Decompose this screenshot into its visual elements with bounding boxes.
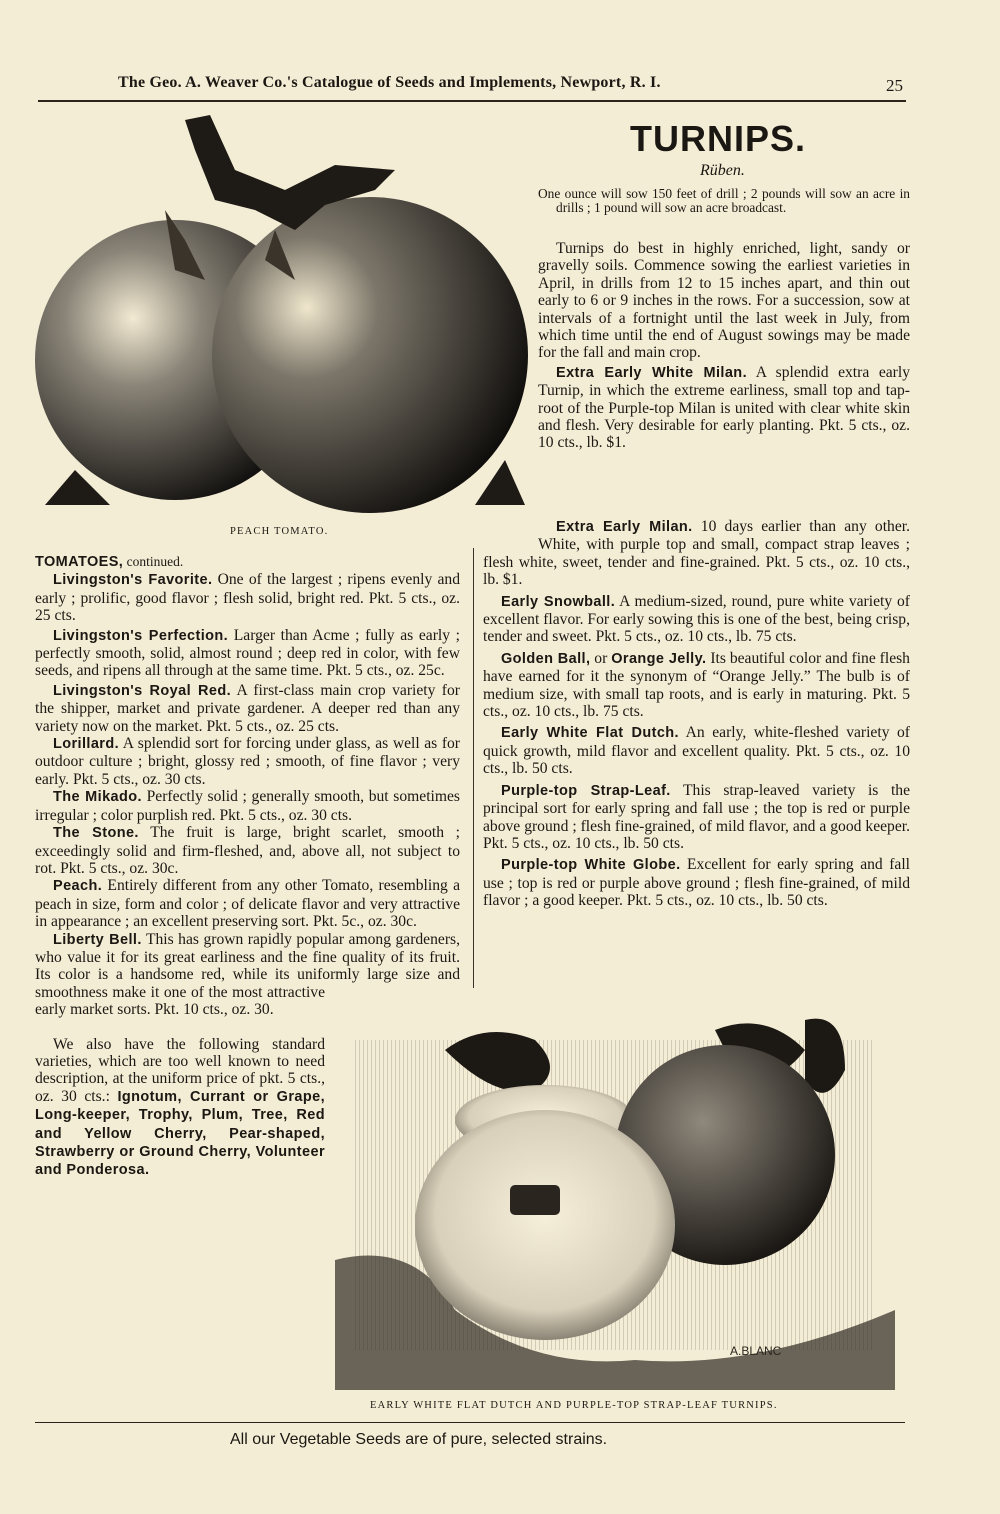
header-rule (38, 100, 906, 102)
standard-varieties: We also have the following standard varieties, which are too well known to need description, at the uniform price of pkt. 5 cts., oz. 30 cts.: Ignotum, Currant or Grape, Long-keeper, Trophy, Plum, Tree, Red and Yellow Cherry, Pear-shaped, Strawberry or Ground Cherry, Volunteer and Ponderosa. (35, 1035, 325, 1179)
variety-entry: The Mikado. Perfectly solid ; generally smooth, but sometimes irregular ; color purplish red. Pkt. 5 cts., oz. 30 cts. (35, 788, 460, 824)
variety-entry: Livingston's Royal Red. A first-class main crop variety for the shipper, market and private gardener. A deeper red than any variety now on the market. Pkt. 5 cts., oz. 25 cts. (35, 681, 460, 735)
variety-entry: Lorillard. A splendid sort for forcing under glass, as well as for outdoor culture ; bright, glossy red ; smooth, of fine flavor ; very early. Pkt. 5 cts., oz. 30 cts. (35, 735, 460, 788)
german-title: Rüben. (700, 162, 745, 179)
artist-signature: A.BLANC (730, 1344, 782, 1358)
tomato-right (212, 197, 528, 513)
section-title-turnips: TURNIPS. (630, 118, 807, 159)
tomato-caption: PEACH TOMATO. (230, 526, 329, 537)
peach-tomato-illustration (35, 110, 530, 520)
sowing-note: One ounce will sow 150 feet of drill ; 2 pounds will sow an acre in drills ; 1 pound will sow an acre broadcast. (538, 186, 910, 215)
page-number: 25 (886, 76, 903, 95)
variety-entry: Extra Early Milan. 10 days earlier than any other. White, with purple top and small, compact strap leaves ; flesh white, sweet, tender and fine-grained. Pkt. 5 cts., oz. 10 cts., lb. $1. (483, 518, 910, 589)
running-header: The Geo. A. Weaver Co.'s Catalogue of Seeds and Implements, Newport, R. I. (118, 74, 661, 91)
white-flat-dutch-turnip (415, 1110, 675, 1340)
section-heading-tomatoes: TOMATOES, (35, 554, 124, 570)
variety-entry: The Stone. The fruit is large, bright scarlet, smooth ; exceedingly solid and firm-fleshed, and, above all, not subject to rot. Pkt. 5 cts., oz. 30c. (35, 824, 460, 877)
turnips-intro-column (538, 240, 910, 452)
turnips-wide-column (483, 518, 910, 910)
variety-entry: Early Snowball. A medium-sized, round, pure white variety of excellent flavor. For early sowing this is one of the best, being crisp, tender and sweet. Pkt. 5 cts., oz. 10 cts., lb. 75 cts. (483, 592, 911, 646)
variety-entry: Extra Early White Milan. A splendid extra early Turnip, in which the extreme earliness, small top and tap-root of the Purple-top Milan is united with clear white skin and flesh. Very desirable for early planting. Pkt. 5 cts., oz. 10 cts., lb. $1. (538, 363, 910, 452)
variety-entry: Livingston's Perfection. Larger than Acme ; fully as early ; perfectly smooth, solid, almost round ; deep red in color, with few seeds, and ripens all through at the same time. Pkt. 5 cts., oz. 25c. (35, 626, 460, 680)
variety-entry: Liberty Bell. This has grown rapidly popular among gardeners, who value it for its great earliness and the fine quality of its fruit. Its color is a handsome red, while its uniformly large size and smoothness make it one of the most attractive early market sorts. Pkt. 10 cts., oz. 30. (35, 930, 460, 1019)
column-divider (473, 548, 474, 988)
variety-entry: Golden Ball, or Orange Jelly. Its beautiful color and fine flesh have earned for it the synonym of “Orange Jelly.” The bulb is of medium size, with small tap roots, and is early in maturing. Pkt. 5 cts., oz. 10 cts., lb. 75 cts. (483, 649, 910, 721)
turnips-illustration (335, 1010, 907, 1398)
variety-entry: Early White Flat Dutch. An early, white-fleshed variety of quick growth, mild flavor and excellent quality. Pkt. 5 cts., oz. 10 cts., lb. 50 cts. (483, 724, 910, 778)
variety-entry: Purple-top White Globe. Excellent for early spring and fall use ; top is red or purple above ground ; flesh fine-grained, of mild flavor ; a good keeper. Pkt. 5 cts., oz. 10 cts., lb. 50 cts. (483, 856, 910, 910)
turnips-intro: Turnips do best in highly enriched, light, sandy or gravelly soils. Commence sowing the earliest varieties in April, in drills from 12 to 15 inches apart, and thin out early to 6 or 9 inches in the rows. For a succession, sow at intervals of a fortnight until the last week in July, from which time until the end of August sowings may be made for the fall and main crop. (538, 240, 910, 362)
tomatoes-column: TOMATOES, continued. Livingston's Favorite. One of the largest ; ripens evenly and early ; prolific, good flavor ; flesh solid, bright red. Pkt. 5 cts., oz. 25 cts. Livingston's Perfection. Larger than Acme ; fully as early ; perfectly smooth, solid, almost round ; deep red in color, with few seeds, and ripens all through at the same time. Pkt. 5 cts., oz. 25c. Livingston's Royal Red. A first-class main crop variety for the shipper, market and private gardener. A deeper red than any variety now on the market. Pkt. 5 cts., oz. 25 cts. Lorillard. A splendid sort for forcing under glass, as well as for outdoor culture ; bright, glossy red ; smooth, of fine flavor ; very early. Pkt. 5 cts., oz. 30 cts. The Mikado. Perfectly solid ; generally smooth, but sometimes irregular ; color purplish red. Pkt. 5 cts., oz. 30 cts. The Stone. The fruit is large, bright scarlet, smooth ; exceedingly solid and firm-fleshed, and, above all, not subject to rot. Pkt. 5 cts., oz. 30c. Peach. Entirely different from any other Tomato, resembling a peach in size, form and color ; of delicate flavor and very attractive in appearance ; an excellent preserving sort. Pkt. 5c., oz. 30c. Liberty Bell. This has grown rapidly popular among gardeners, who value it for its great earliness and the fine quality of its fruit. Its color is a handsome red, while its uniformly large size and smoothness make it one of the most attractive early market sorts. Pkt. 10 cts., oz. 30. We also have the following standard varieties, which are too well known to need description, at the uniform price of pkt. 5 cts., oz. 30 cts.: Ignotum, Currant or Grape, Long-keeper, Trophy, Plum, Tree, Red and Yellow Cherry, Pear-shaped, Strawberry or Ground Cherry, Volunteer and Ponderosa. (35, 554, 461, 1179)
variety-entry: Purple-top Strap-Leaf. This strap-leaved variety is the principal sort for early spring and fall use ; the top is red or purple above ground ; flesh fine-grained, of mild flavor, and a good keeper. Pkt. 5 cts., oz. 10 cts., lb. 50 cts. (483, 781, 910, 852)
footer-rule (35, 1422, 905, 1423)
variety-entry: Livingston's Favorite. One of the largest ; ripens evenly and early ; prolific, good flavor ; flesh solid, bright red. Pkt. 5 cts., oz. 25 cts. (35, 571, 461, 625)
variety-entry: Peach. Entirely different from any other Tomato, resembling a peach in size, form and color ; of delicate flavor and very attractive in appearance ; an excellent preserving sort. Pkt. 5c., oz. 30c. (35, 877, 460, 931)
turnips-caption: EARLY WHITE FLAT DUTCH AND PURPLE-TOP STRAP-LEAF TURNIPS. (370, 1400, 778, 1411)
footer-text: All our Vegetable Seeds are of pure, selected strains. (230, 1431, 608, 1448)
